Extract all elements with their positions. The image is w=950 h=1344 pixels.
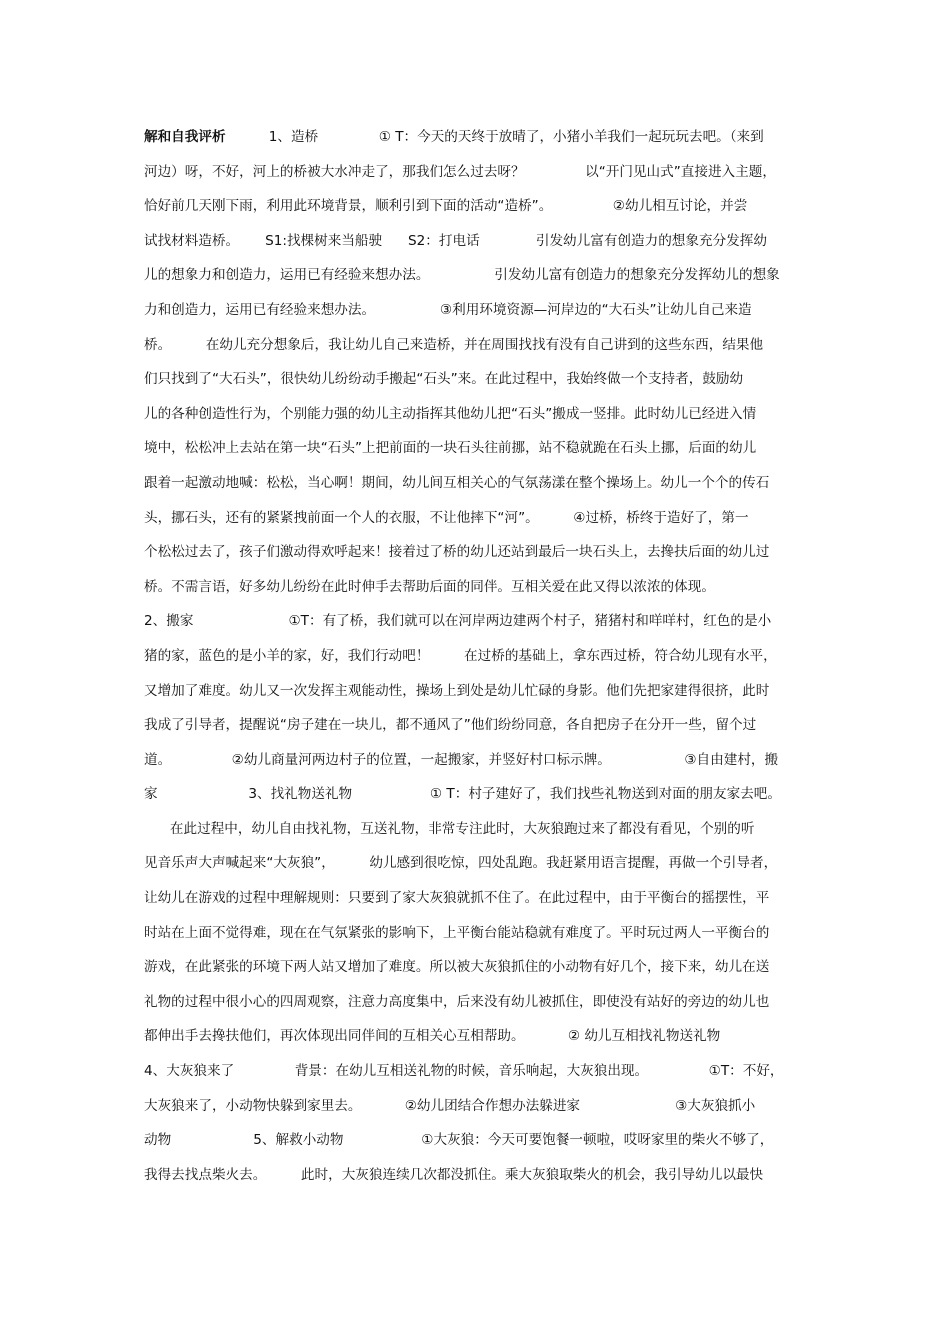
text-line: 桥。不需言语，好多幼儿纷纷在此时伸手去帮助后面的同伴。互相关爱在此又得以浓浓的体现。 bbox=[144, 578, 715, 595]
text-line: 动物 5、解救小动物 ①大灰狼：今天可要饱餐一顿啦，哎呀家里的柴火不够了， bbox=[144, 1132, 774, 1149]
text-line: 河边）呀，不好，河上的桥被大水冲走了，那我们怎么过去呀？ 以“开门见山式”直接进入主题， bbox=[144, 163, 776, 180]
text-line: 个松松过去了，孩子们激动得欢呼起来！接着过了桥的幼儿还站到最后一块石头上，去搀扶后面的幼儿过 bbox=[144, 544, 770, 561]
text-line: 4、大灰狼来了 背景：在幼儿互相送礼物的时候，音乐响起，大灰狼出现。 ①T：不好， bbox=[144, 1063, 784, 1080]
text-line-1 bbox=[144, 120, 816, 155]
text-line: 儿的各种创造性行为，个别能力强的幼儿主动指挥其他幼儿把“石头”搬成一竖排。此时幼儿已经进入情 bbox=[144, 405, 757, 422]
text-line: 时站在上面不觉得难，现在在气氛紧张的影响下，上平衡台能站稳就有难度了。平时玩过两人一平衡台的 bbox=[144, 924, 770, 941]
text-line: 桥。 在幼儿充分想象后，我让幼儿自己来造桥，并在周围找找有没有自己讲到的这些东西，结果他 bbox=[144, 336, 764, 353]
text-line: 试找材料造桥。 S1:找棵树来当船驶 S2：打电话 引发幼儿富有创造力的想象充分发挥幼 bbox=[144, 232, 767, 249]
text-line: 境中，松松冲上去站在第一块“石头”上把前面的一块石头往前挪，站不稳就跪在石头上挪，后面的幼儿 bbox=[144, 440, 757, 457]
text-line: 2、搬家 ①T：有了桥，我们就可以在河岸两边建两个村子，猪猪村和咩咩村，红色的是小 bbox=[144, 613, 772, 630]
text-line: 头，挪石头，还有的紧紧拽前面一个人的衣服，不让他摔下“河”。 ④过桥，桥终于造好了，第一 bbox=[144, 509, 749, 526]
text-line-1-rest: 1、造桥 ① T：今天的天终于放晴了，小猪小羊我们一起玩玩去吧。（来到 bbox=[225, 129, 764, 145]
text-line: 家 3、找礼物送礼物 ① T：村子建好了，我们找些礼物送到对面的朋友家去吧。 bbox=[144, 786, 781, 803]
text-line: 礼物的过程中很小心的四周观察，注意力高度集中，后来没有幼儿被抓住，即使没有站好的旁边的幼儿也 bbox=[144, 993, 770, 1010]
text-line: 在此过程中，幼儿自由找礼物，互送礼物，非常专注此时，大灰狼跑过来了都没有看见，个别的听 bbox=[144, 820, 755, 837]
text-line: 力和创造力，运用已有经验来想办法。 ③利用环境资源—河岸边的“大石头”让幼儿自己来造 bbox=[144, 301, 752, 318]
text-line: 游戏，在此紧张的环境下两人站又增加了难度。所以被大灰狼抓住的小动物有好几个，接下来，幼儿在送 bbox=[144, 959, 770, 976]
text-line: 道。 ②幼儿商量河两边村子的位置，一起搬家，并竖好村口标示牌。 ③自由建村，搬 bbox=[144, 751, 779, 768]
text-line: 我成了引导者，提醒说“房子建在一块儿，都不通风了”他们纷纷同意，各自把房子在分开一些，留个过 bbox=[144, 717, 757, 734]
text-line: 大灰狼来了，小动物快躲到家里去。 ②幼儿团结合作想办法躲进家 ③大灰狼抓小 bbox=[144, 1097, 756, 1114]
text-line: 我得去找点柴火去。 此时，大灰狼连续几次都没抓住。乘大灰狼取柴火的机会，我引导幼儿以最快 bbox=[144, 1166, 764, 1183]
section-heading: 解和自我评析 bbox=[144, 129, 226, 145]
text-line: 又增加了难度。幼儿又一次发挥主观能动性，操场上到处是幼儿忙碌的身影。他们先把家建得很挤，此时 bbox=[144, 682, 770, 699]
text-line: 让幼儿在游戏的过程中理解规则：只要到了家大灰狼就抓不住了。在此过程中，由于平衡台的摇摆性，平 bbox=[144, 890, 770, 907]
text-line: 跟着一起激动地喊：松松，当心啊！期间，幼儿间互相关心的气氛荡漾在整个操场上。幼儿一个个的传石 bbox=[144, 474, 770, 491]
text-line: 见音乐声大声喊起来“大灰狼”， 幼儿感到很吃惊，四处乱跑。我赶紧用语言提醒，再做一个引导者， bbox=[144, 855, 778, 872]
body-text bbox=[144, 120, 816, 1192]
text-line: 都伸出手去搀扶他们，再次体现出同伴间的互相关心互相帮助。 ② 幼儿互相找礼物送礼物 bbox=[144, 1028, 721, 1045]
text-line: 儿的想象力和创造力，运用已有经验来想办法。 引发幼儿富有创造力的想象充分发挥幼儿的想象 bbox=[144, 267, 780, 284]
text-line: 们只找到了“大石头”，很快幼儿纷纷动手搬起“石头”来。在此过程中，我始终做一个支持者，鼓励幼 bbox=[144, 371, 744, 388]
text-line: 猪的家，蓝色的是小羊的家，好，我们行动吧！ 在过桥的基础上，拿东西过桥，符合幼儿现有水平， bbox=[144, 647, 777, 664]
text-line: 恰好前几天刚下雨，利用此环境背景，顺利引到下面的活动“造桥”。 ②幼儿相互讨论，并尝 bbox=[144, 198, 748, 215]
